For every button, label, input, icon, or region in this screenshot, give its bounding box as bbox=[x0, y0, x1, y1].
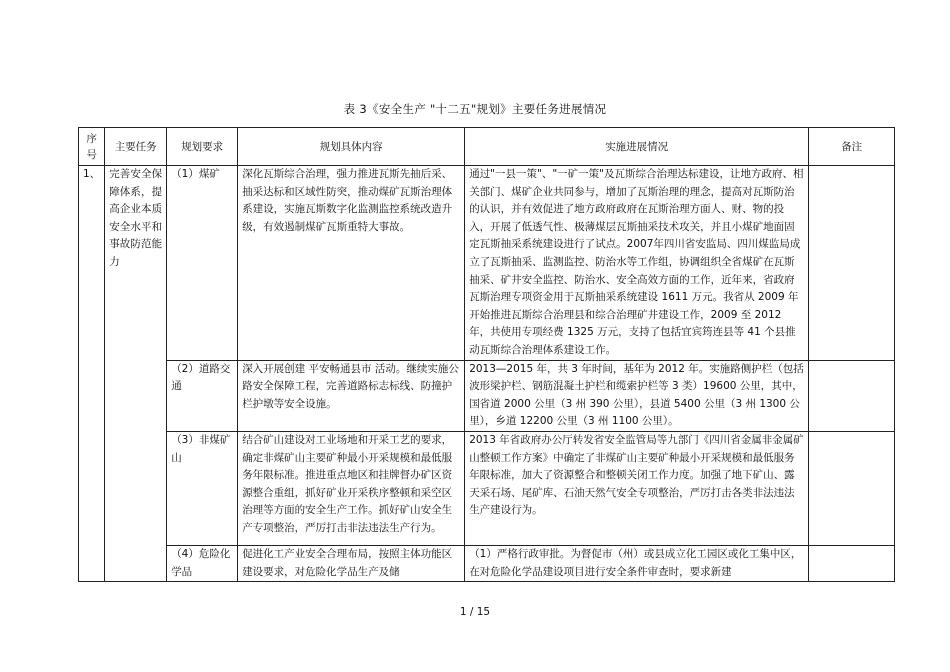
row-remark bbox=[809, 166, 895, 361]
progress-table bbox=[78, 127, 895, 582]
row-content: 深入开展创建 平安畅通县市 活动。继续实施公路安全保障工程，完善道路标志标线、防撞护栏护墩等安全设施。 bbox=[238, 360, 465, 431]
row-remark bbox=[809, 545, 895, 581]
row-content: 深化瓦斯综合治理，强力推进瓦斯先抽后采、抽采达标和区域性防突，推动煤矿瓦斯治理体系建设，实施瓦斯数字化监测监控系统改造升级，有效遏制煤矿瓦斯重特大事故。 bbox=[238, 166, 465, 361]
header-requirement: 规划要求 bbox=[167, 128, 238, 166]
table-row bbox=[79, 545, 895, 581]
row-requirement: （1）煤矿 bbox=[167, 166, 238, 361]
header-task: 主要任务 bbox=[105, 128, 167, 166]
group-task: 完善安全保障体系，提高企业本质安全水平和事故防范能力 bbox=[105, 166, 167, 582]
table-row bbox=[79, 431, 895, 545]
header-remark: 备注 bbox=[809, 128, 895, 166]
row-progress: 2013 年省政府办公厅转发省安全监管局等九部门《四川省金属非金属矿山整顿工作方案》中确定了非煤矿山主要矿种最小开采规模和最低服务年限标准，加大了资源整合和整顿关闭工作力度。加强了地下矿山、露天采石场、尾矿库、石油天然气安全专项整治，严厉打击各类非法违法生产建设行为。 bbox=[465, 431, 809, 545]
row-progress: （1）严格行政审批。为督促市（州）或县成立化工园区或化工集中区，在对危险化学品建设项目进行安全条件审查时，要求新建 bbox=[465, 545, 809, 581]
table-header-row bbox=[79, 128, 895, 166]
row-progress: 2013—2015 年，共 3 年时间，基年为 2012 年。实施路侧护栏（包括波形梁护栏、钢筋混凝土护栏和缆索护栏等 3 类）19600 公里，其中，国省道 2000 公里（3 州 390 公里），县道 5400 公里（3 州 1300 公里），乡道 12200 公里（3 州 1100 公里）。 bbox=[465, 360, 809, 431]
page-number: 1 / 15 bbox=[459, 606, 491, 618]
table-row bbox=[79, 360, 895, 431]
row-requirement: （3）非煤矿山 bbox=[167, 431, 238, 545]
row-requirement: （4）危险化学品 bbox=[167, 545, 238, 581]
row-requirement: （2）道路交通 bbox=[167, 360, 238, 431]
group-number: 1、 bbox=[79, 166, 105, 582]
row-content: 促进化工产业安全合理布局，按照主体功能区建设要求，对危险化学品生产及储 bbox=[238, 545, 465, 581]
table-title: 表 3《安全生产 "十二五"规划》主要任务进展情况 bbox=[343, 102, 607, 116]
row-remark bbox=[809, 431, 895, 545]
row-content: 结合矿山建设对工业场地和开采工艺的要求，确定非煤矿山主要矿种最小开采规模和最低服务年限标准。推进重点地区和挂牌督办矿区资源整合重组，抓好矿业开采秩序整顿和采空区治理等方面的安全生产工作。抓好矿山安全生产专项整治，严厉打击非法违法生产行为。 bbox=[238, 431, 465, 545]
header-content: 规划具体内容 bbox=[238, 128, 465, 166]
row-remark bbox=[809, 360, 895, 431]
header-progress: 实施进展情况 bbox=[465, 128, 809, 166]
table-row bbox=[79, 166, 895, 361]
header-seq: 序号 bbox=[79, 128, 105, 166]
row-progress: 通过"一县一策"、"一矿一策"及瓦斯综合治理达标建设，让地方政府、相关部门、煤矿企业共同参与，增加了瓦斯治理的理念，提高对瓦斯防治的认识，并有效促进了地方政府政府在瓦斯治理方面人、财、物的投入，开展了低透气性、极薄煤层瓦斯抽采技术攻关，并且小煤矿地面固定瓦斯抽采系统建设进行了试点。2007年四川省安监局、四川煤监局成立了瓦斯抽采、监测监控、防治水等工作组，协调组织全省煤矿在瓦斯抽采、矿井安全监控、防治水、安全高效方面的工作，近年来，省政府瓦斯治理专项资金用于瓦斯抽采系统建设 1611 万元。我省从 2009 年开始推进瓦斯综合治理县和综合治理矿井建设工作，2009 至 2012 年，共使用专项经费 1325 万元，支持了包括宜宾筠连县等 41 个县推动瓦斯综合治理体系建设工作。 bbox=[465, 166, 809, 361]
